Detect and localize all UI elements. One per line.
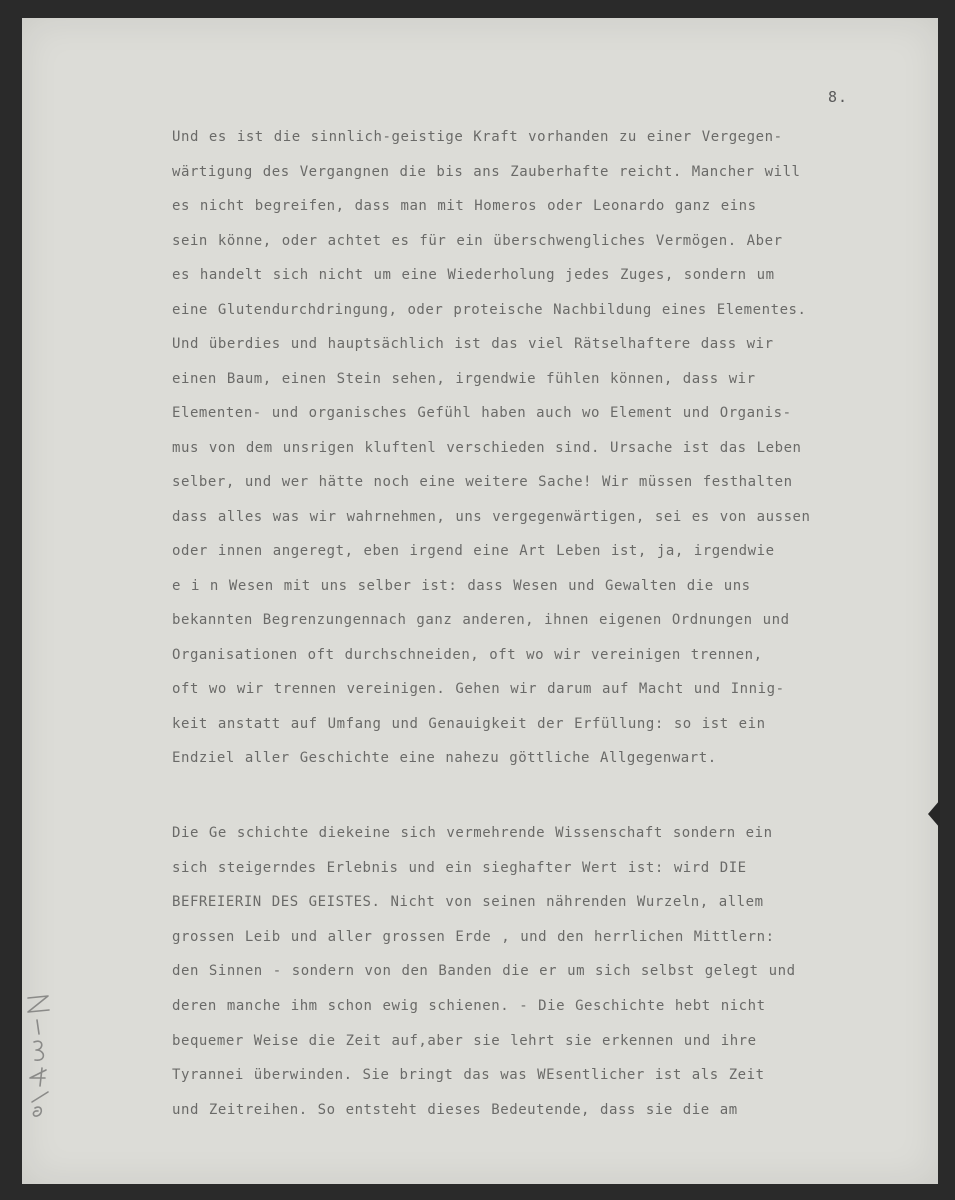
handwritten-archive-mark bbox=[18, 990, 58, 1120]
text-line: e i n Wesen mit uns selber ist: dass Wesen und Gewalten die uns bbox=[172, 577, 751, 594]
text-line: keit anstatt auf Umfang und Genauigkeit der Erfüllung: so ist ein bbox=[172, 715, 766, 732]
text-line: es handelt sich nicht um eine Wiederholung jedes Zuges, sondern um bbox=[172, 267, 775, 283]
text-line: deren manche ihm schon ewig schienen. - Die Geschichte hebt nicht bbox=[172, 997, 766, 1014]
paragraph-2 bbox=[172, 816, 902, 1127]
text-line: oft wo wir trennen vereinigen. Gehen wir darum auf Macht und Innig- bbox=[172, 681, 785, 697]
text-line: BEFREIERIN DES GEISTES. Nicht von seinen nährenden Wurzeln, allem bbox=[172, 894, 764, 911]
text-line: es nicht begreifen, dass man mit Homeros oder Leonardo ganz eins bbox=[172, 198, 757, 214]
text-line: Und überdies und hauptsächlich ist das viel Rätselhaftere dass wir bbox=[172, 336, 774, 352]
text-line: Tyrannei überwinden. Sie bringt das was WEsentlicher ist als Zeit bbox=[172, 1067, 765, 1084]
text-line: Die Ge schichte diekeine sich vermehrende Wissenschaft sondern ein bbox=[172, 825, 773, 841]
text-line: einen Baum, einen Stein sehen, irgendwie fühlen können, dass wir bbox=[172, 370, 756, 387]
text-line: dass alles was wir wahrnehmen, uns vergegenwärtigen, sei es von aussen bbox=[172, 508, 811, 525]
text-line: grossen Leib und aller grossen Erde , und den herrlichen Mittlern: bbox=[172, 928, 775, 945]
text-line: Elementen- und organisches Gefühl haben auch wo Element und Organis- bbox=[172, 405, 792, 421]
text-line: bequemer Weise die Zeit auf,aber sie lehrt sie erkennen und ihre bbox=[172, 1032, 757, 1049]
text-line: Endziel aller Geschichte eine nahezu göttliche Allgegenwart. bbox=[172, 750, 717, 766]
text-line: mus von dem unsrigen kluftenl verschieden sind. Ursache ist das Leben bbox=[172, 439, 802, 456]
page-number: 8. bbox=[828, 88, 849, 106]
text-line: wärtigung des Vergangnen die bis ans Zauberhafte reicht. Mancher will bbox=[172, 163, 801, 180]
text-line: sein könne, oder achtet es für ein überschwengliches Vermögen. Aber bbox=[172, 232, 783, 249]
text-line: selber, und wer hätte noch eine weitere Sache! Wir müssen festhalten bbox=[172, 474, 793, 490]
text-line: eine Glutendurchdringung, oder proteische Nachbildung eines Elementes. bbox=[172, 301, 807, 318]
text-line: bekannten Begrenzungennach ganz anderen, ihnen eigenen Ordnungen und bbox=[172, 612, 790, 628]
text-line: Organisationen oft durchschneiden, oft wo wir vereinigen trennen, bbox=[172, 646, 763, 663]
text-line: den Sinnen - sondern von den Banden die er um sich selbst gelegt und bbox=[172, 963, 796, 980]
paragraph-1 bbox=[172, 120, 902, 776]
text-line: sich steigerndes Erlebnis und ein sieghafter Wert ist: wird DIE bbox=[172, 859, 747, 876]
text-line: und Zeitreihen. So entsteht dieses Bedeutende, dass sie die am bbox=[172, 1101, 738, 1118]
text-line: oder innen angeregt, eben irgend eine Art Leben ist, ja, irgendwie bbox=[172, 543, 775, 559]
text-line: Und es ist die sinnlich-geistige Kraft vorhanden zu einer Vergegen- bbox=[172, 129, 783, 145]
paper-tear-notch bbox=[928, 800, 940, 828]
